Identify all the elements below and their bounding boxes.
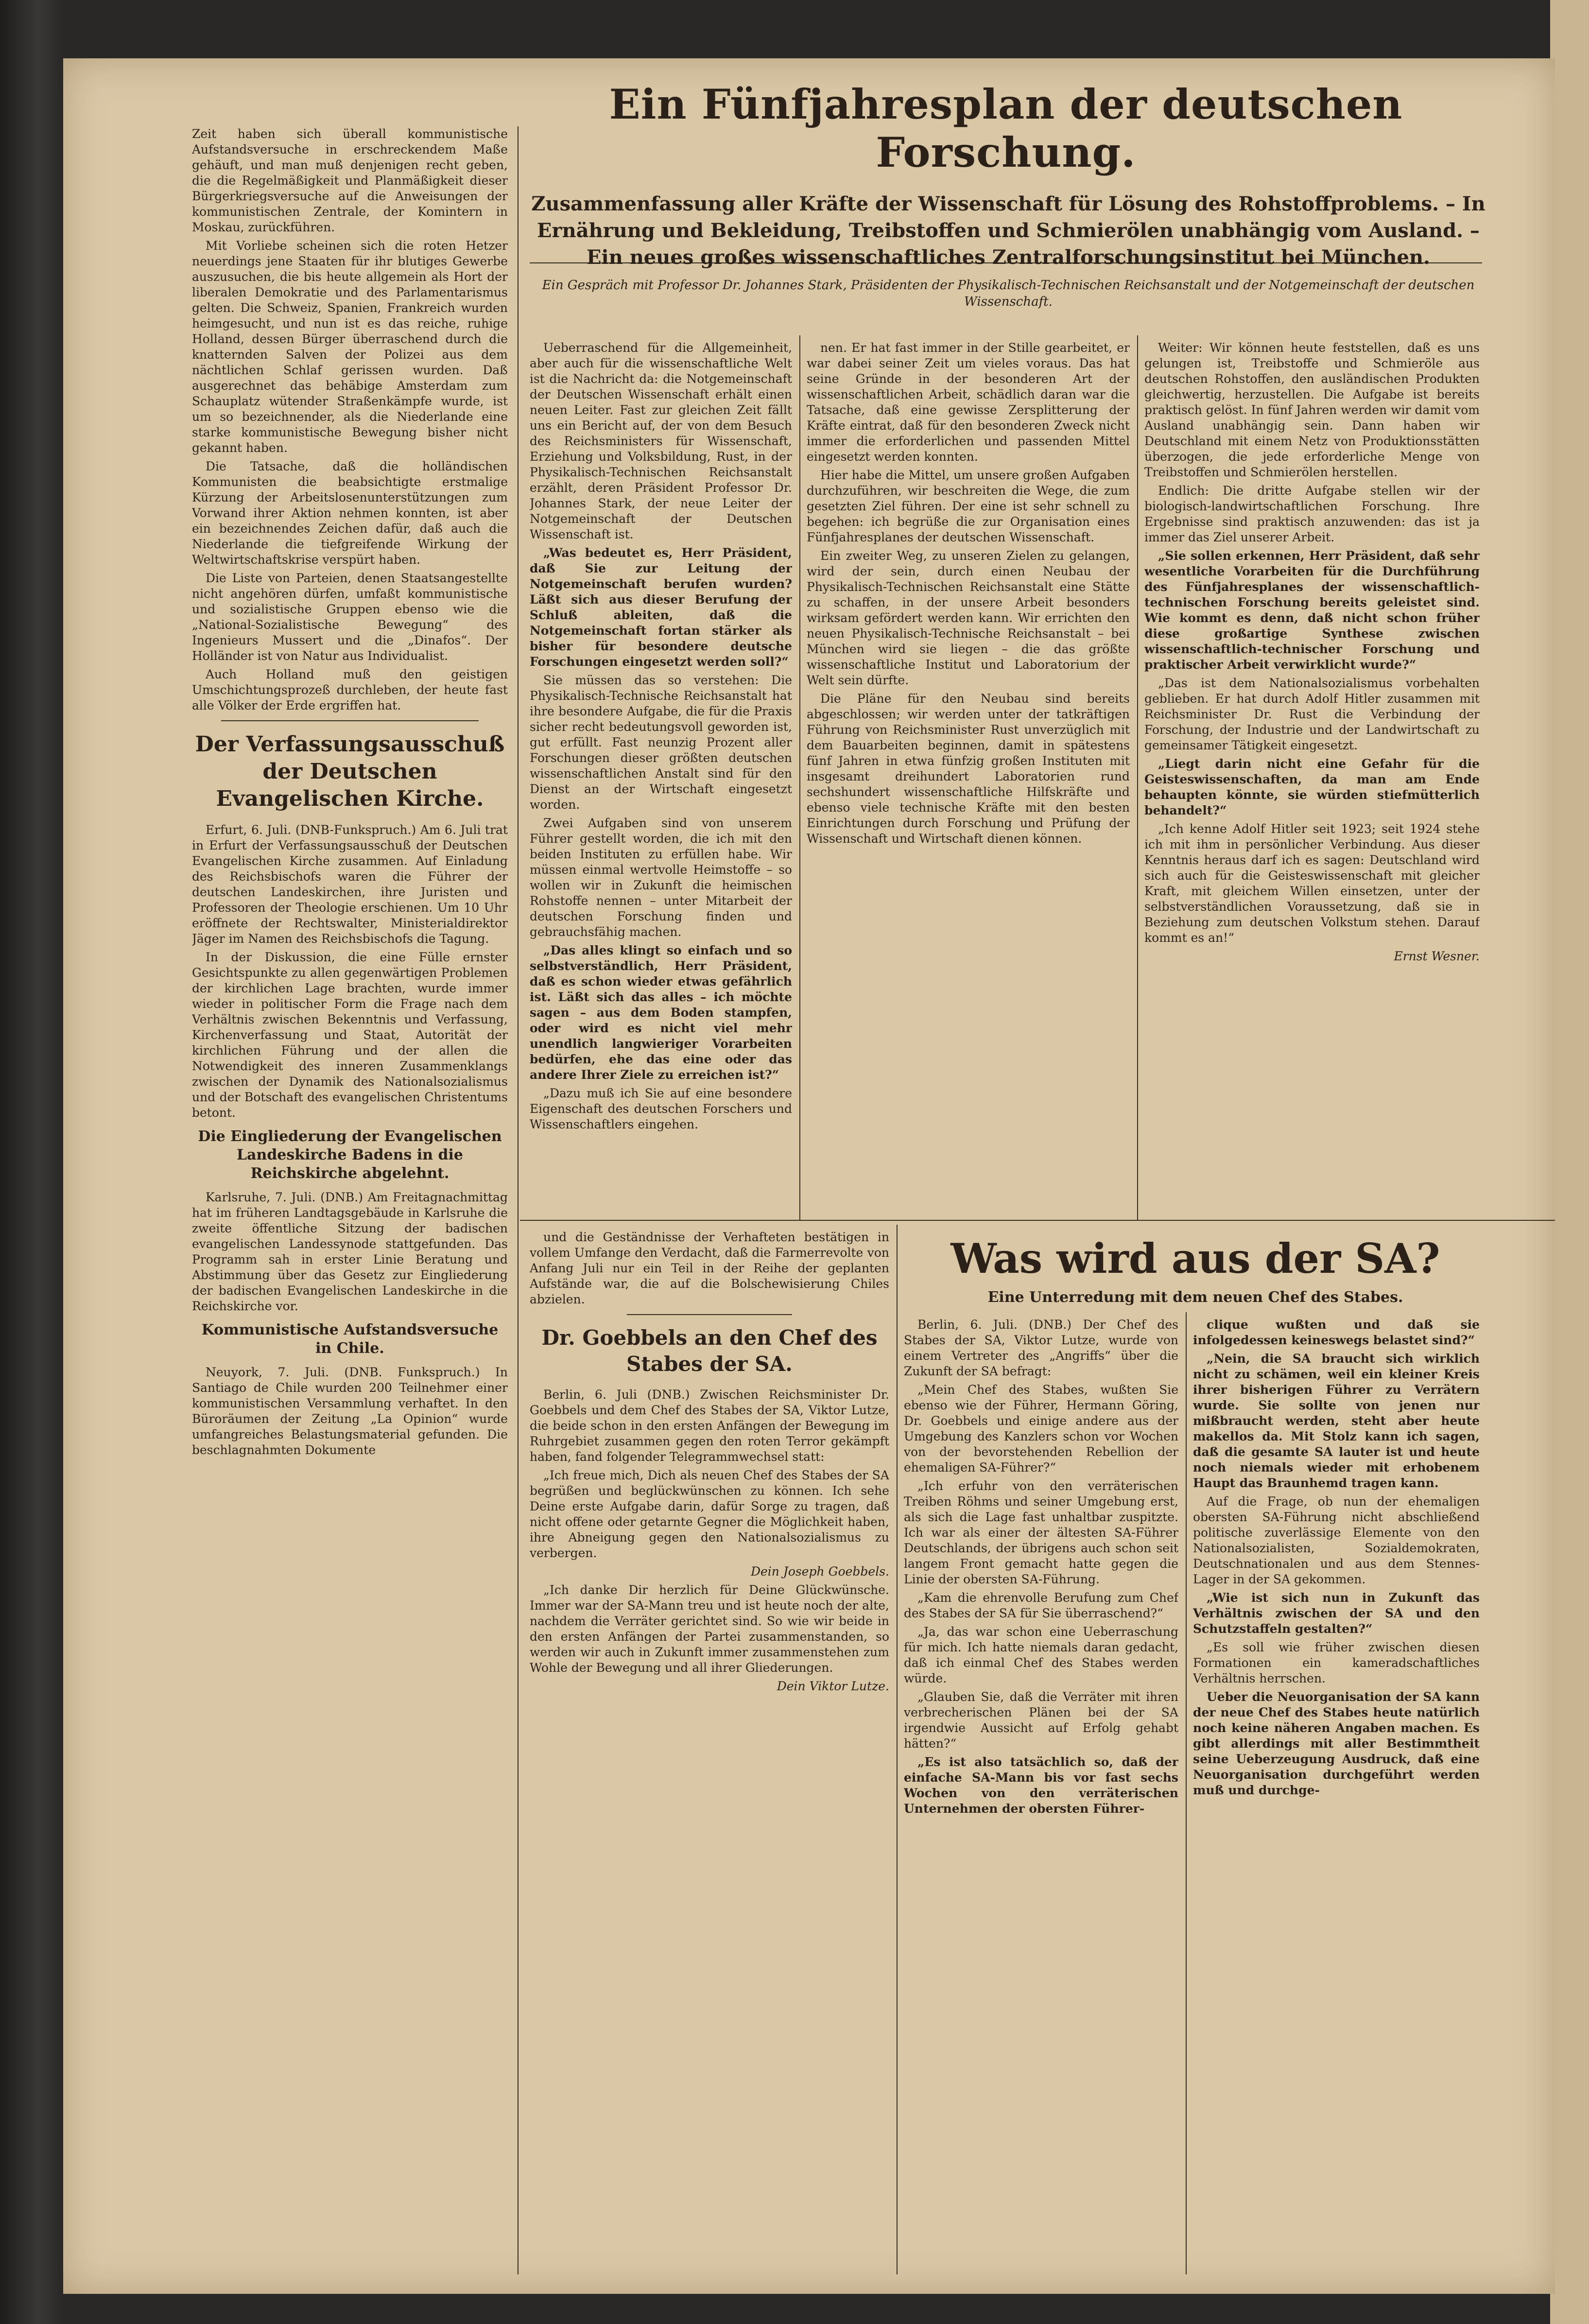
interview-question: „Es ist also tatsächlich so, daß der einfache SA-Mann bis vor fast sechs Wochen von den verräterischen Unternehmen der obersten Führer- bbox=[904, 1755, 1178, 1816]
article-paragraph: und die Geständnisse der Verhafteten bestätigen in vollem Umfange den Verdacht, daß die Farmerrevolte von Anfang Juli nur ein Teil in der Reihe der geplanten Aufstände war, die auf die Bolschewisierung Chiles abzielen. bbox=[530, 1230, 889, 1306]
signature: Dein Joseph Goebbels. bbox=[750, 1564, 889, 1578]
article-paragraph: „Dazu muß ich Sie auf eine besondere Eigenschaft des deutschen Forschers und Wissenschaftlers eingehen. bbox=[530, 1086, 792, 1131]
article-paragraph: „Glauben Sie, daß die Verräter mit ihren verbrecherischen Plänen bei der SA irgendwie Aussicht auf Erfolg gehabt hätten?“ bbox=[904, 1690, 1178, 1751]
signature: Dein Viktor Lutze. bbox=[777, 1679, 889, 1693]
goebbels-column bbox=[530, 1230, 889, 2274]
article-paragraph: Ueberraschend für die Allgemeinheit, aber auch für die wissenschaftliche Welt ist die Nachricht da: die Notgemeinschaft der Deutschen Wissenschaft erhält einen neuen Leiter. Fast zur gleichen Zeit fällt uns ein Bericht auf, der von dem Besuch des Reichsministers für Wissenschaft, Erziehung und Volksbildung, Rust, in der Physikalisch-Technischen Reichsanstalt erzählt, deren Präsident Professor Dr. Johannes Stark, der neue Leiter der Notgemeinschaft der Deutschen Wissenschaft ist. bbox=[530, 341, 792, 541]
section-title: Die Eingliederung der Evangelischen Landeskirche Badens in die Reichskirche abgelehnt. bbox=[198, 1128, 502, 1182]
article-paragraph: „Ich erfuhr von den verräterischen Treiben Röhms und seiner Umgebung erst, als sich die Lage fast unhaltbar zuspitzte. Ich war als einer der ältesten SA-Führer Deutschlands, der übrigens auch schon seit langem Front gemacht hatte gegen die Linie der obersten SA-Führung. bbox=[904, 1479, 1178, 1586]
article-paragraph: „Nein, die SA braucht sich wirklich nicht zu schämen, weil ein kleiner Kreis ihrer bisherigen Führer zu Verrätern wurde. Sie sollte von jenen nur mißbraucht werden, steht aber heute makellos da. Mit Stolz kann ich sagen, daß die gesamte SA lauter ist und heute noch niemals wieder mit erhobenem Haupt das Braunhemd tragen kann. bbox=[1193, 1352, 1480, 1490]
interview-question: „Sie sollen erkennen, Herr Präsident, daß sehr wesentliche Vorarbeiten für die Durchführung des Fünfjahresplanes der wissenschaftlich-technischen Forschung bereits geleistet sind. Wie kommt es denn, daß nicht schon früher diese großartige Synthese zwischen wissenschaftlich-technischer Forschung und praktischer Arbeit verwirklicht wurde?“ bbox=[1144, 549, 1480, 672]
interview-question: clique wußten und daß sie infolgedessen keineswegs belastet sind?“ bbox=[1193, 1318, 1480, 1347]
sa-headline: Was wird aus der SA? bbox=[950, 1234, 1440, 1283]
section-title: Dr. Goebbels an den Chef des Stabes der SA. bbox=[541, 1326, 878, 1376]
sa-column-1 bbox=[904, 1317, 1178, 2274]
article-paragraph: Zwei Aufgaben sind von unserem Führer gestellt worden, die ich mit den beiden Instituten zu erfüllen habe. Wir müssen einmal wertvolle Heimstoffe – so wollen wir in Zukunft die heimischen Rohstoffe nennen – unter Mitarbeit der deutschen Forschung finden und gebrauchsfähig machen. bbox=[530, 816, 792, 939]
article-paragraph: nen. Er hat fast immer in der Stille gearbeitet, er war dabei seiner Zeit um vieles voraus. Das hat seine Gründe in der besonderen Art der wissenschaftlichen Arbeit, schädlich daran war die Tatsache, daß eine gewisse Zersplitterung der Kräfte eintrat, daß für den besonderen Zweck nicht immer die erforderlichen und passenden Mittel eingesetzt werden konnten. bbox=[807, 341, 1130, 464]
article-paragraph: „Ja, das war schon eine Ueberraschung für mich. Ich hatte niemals daran gedacht, daß ich einmal Chef des Stabes werden würde. bbox=[904, 1625, 1178, 1685]
book-binding bbox=[0, 0, 63, 2324]
author-signature: Ernst Wesner. bbox=[1394, 949, 1480, 963]
article-paragraph: „Ich danke Dir herzlich für Deine Glückwünsche. Immer war der SA-Mann treu und ist heute noch der alte, nachdem die Verräter gerichtet sind. So wie wir beide in den ersten Anfängen der Partei zusammenstanden, so werden wir auch in Zukunft immer zusammenstehen zum Wohle der Bewegung und all ihrer Gliederungen. bbox=[530, 1583, 889, 1675]
article-paragraph: Die Tatsache, daß die holländischen Kommunisten die beabsichtigte erstmalige Kürzung der Arbeitslosenunterstützungen zum Vorwand ihrer Aktion nehmen konnten, ist aber ein bezeichnendes Zeichen dafür, daß auch die Niederlande die tiefgreifende Wirkung der Weltwirtschaftskrise verspürt haben. bbox=[192, 459, 508, 567]
sa-subtitle: Eine Unterredung mit dem neuen Chef des Stabes. bbox=[987, 1289, 1403, 1306]
article-paragraph: „Ich kenne Adolf Hitler seit 1923; seit 1924 stehe ich mit ihm in persönlicher Verbindung. Aus dieser Kenntnis heraus darf ich es sagen: Deutschland wird sich auch für die Geisteswissenschaft mit gleicher Kraft, mit gleichem Willen einsetzen, unter der selbstverständlichen Voraussetzung, daß sie in Beziehung zum deutschen Volkstum stehen. Darauf kommt es an!“ bbox=[1144, 822, 1480, 945]
article-paragraph: „Das ist dem Nationalsozialismus vorbehalten geblieben. Er hat durch Adolf Hitler zusammen mit Reichsminister Dr. Rust die Verbindung der Forschung, der Industrie und der Landwirtschaft zu gemeinsamer Tätigkeit eingesetzt. bbox=[1144, 676, 1480, 752]
article-paragraph: Die Liste von Parteien, denen Staatsangestellte nicht angehören dürfen, umfaßt kommunistische und sozialistische Gruppen ebenso wie die „National-Sozialistische Bewegung“ des Ingenieurs Mussert und die „Dinafos“. Der Holländer ist von Natur aus Individualist. bbox=[192, 571, 508, 663]
article-paragraph: Auch Holland muß den geistigen Umschichtungsprozeß durchleben, der heute fast alle Völker der Erde ergriffen hat. bbox=[192, 667, 508, 712]
article-paragraph: Mit Vorliebe scheinen sich die roten Hetzer neuerdings jene Staaten für ihr blutiges Gewerbe auszusuchen, die bis heute allgemein als Hort der liberalen Demokratie und des Parlamentarismus gelten. Die Schweiz, Spanien, Frankreich wurden heimgesucht, und nun ist es das reiche, ruhige Holland, dessen Bürger überraschend durch die knatternden Salven der Polizei aus dem nächtlichen Schlaf gerissen wurden. Daß ausgerechnet das behäbige Amsterdam zum Schauplatz wütender Straßenkämpfe wurde, ist um so bezeichnender, als die Niederlande eine starke kommunistische Bewegung bisher nicht gekannt haben. bbox=[192, 239, 508, 455]
divider bbox=[221, 720, 479, 721]
main-article-column-3 bbox=[1144, 340, 1480, 1215]
section-rule bbox=[520, 1220, 1555, 1221]
column-rule bbox=[897, 1225, 898, 2274]
headline-deck-line: Zusammenfassung aller Kräfte der Wissenschaft für Lösung des Rohstoffproblems. – In bbox=[531, 192, 1485, 215]
column-rule bbox=[799, 335, 800, 1220]
column-rule bbox=[1137, 335, 1138, 1220]
headline-deck-line: Ernährung und Bekleidung, Treibstoffen und Schmierölen unabhängig vom Ausland. – bbox=[537, 219, 1480, 242]
article-paragraph: Weiter: Wir können heute feststellen, daß es uns gelungen ist, Treibstoffe und Schmieröle aus deutschen Rohstoffen, den ausländischen Produkten gleichwertig, herzustellen. Die Aufgabe ist bereits praktisch gelöst. In fünf Jahren werden wir damit vom Ausland unabhängig sein. Dann haben wir Deutschland mit einem Netz von Produktionsstätten überzogen, die jede erforderliche Menge von Treibstoffen und Schmierölen herstellen. bbox=[1144, 341, 1480, 479]
article-paragraph: Berlin, 6. Juli (DNB.) Zwischen Reichsminister Dr. Goebbels und dem Chef des Stabes der SA, Viktor Lutze, die beide schon in den ersten Anfängen der Bewegung im Ruhrgebiet zusammen gegen den roten Terror gekämpft haben, fand folgender Telegrammwechsel statt: bbox=[530, 1387, 889, 1464]
article-paragraph: Erfurt, 6. Juli. (DNB-Funkspruch.) Am 6. Juli trat in Erfurt der Verfassungsausschuß der Deutschen Evangelischen Kirche zusammen. Auf Einladung des Reichsbischofs waren die Führer der deutschen Landeskirchen, ihre Juristen und Professoren der Theologie erschienen. Um 10 Uhr eröffnete der Rechtswalter, Ministerialdirektor Jäger im Namen des Reichsbischofs die Tagung. bbox=[192, 823, 508, 946]
article-paragraph: „Es soll wie früher zwischen diesen Formationen ein kameradschaftliches Verhältnis herrschen. bbox=[1193, 1640, 1480, 1685]
section-title: Der Verfassungsausschuß der Deutschen Evangelischen Kirche. bbox=[195, 732, 505, 811]
article-paragraph: Die Pläne für den Neubau sind bereits abgeschlossen; wir werden unter der tatkräftigen Führung von Reichsminister Rust unverzüglich mit dem Bauarbeiten beginnen, damit in spätestens fünf Jahren in etwa fünfzig großen Instituten mit insgesamt dreihundert Laboratorien rund sechshundert wissenschaftliche Hilfskräfte und ebenso viele technische Kräfte mit den besten Einrichtungen durch Forschung und Prüfung der Wissenschaft und Wirtschaft dienen können. bbox=[807, 692, 1130, 846]
interview-question: „Wie ist sich nun in Zukunft das Verhältnis zwischen der SA und den Schutzstaffeln gestalten?“ bbox=[1193, 1591, 1480, 1636]
column-rule bbox=[1186, 1312, 1187, 2274]
interview-question: „Was bedeutet es, Herr Präsident, daß Sie zur Leitung der Notgemeinschaft berufen wurden? Läßt sich aus dieser Berufung der Schluß ableiten, daß die Notgemeinschaft fortan stärker als bisher für besondere deutsche Forschungen eingesetzt werden soll?“ bbox=[530, 546, 792, 669]
article-paragraph: „Mein Chef des Stabes, wußten Sie ebenso wie der Führer, Hermann Göring, Dr. Goebbels und einige andere aus der Umgebung des Kanzlers schon vor Wochen von der bevorstehenden Rebellion der ehemaligen SA-Führer?“ bbox=[904, 1383, 1178, 1474]
article-paragraph: Ueber die Neuorganisation der SA kann der neue Chef des Stabes heute natürlich noch keine näheren Angaben machen. Es gibt allerdings mit aller Bestimmtheit seine Ueberzeugung Ausdruck, daß eine Neuorganisation durchgeführt werden muß und durchge- bbox=[1193, 1690, 1480, 1797]
article-paragraph: Zeit haben sich überall kommunistische Aufstandsversuche in erschreckendem Maße gehäuft, und man muß denjenigen recht geben, die die Regelmäßigkeit und Planmäßigkeit dieser Bürgerkriegsversuche auf die Anweisungen der kommunistischen Zentrale, der Komintern in Moskau, zurückführen. bbox=[192, 127, 508, 234]
article-paragraph: Sie müssen das so verstehen: Die Physikalisch-Technische Reichsanstalt hat ihre besondere Aufgabe, die für die Praxis sicher recht bedeutungsvoll geworden ist, gut erfüllt. Fast neunzig Prozent aller Forschungen dieser größten deutschen wissenschaftlichen Anstalt sind für den Dienst an der Wirtschaft eingesetzt worden. bbox=[530, 673, 792, 812]
adjacent-page-edge bbox=[1550, 0, 1589, 2324]
main-article-column-2 bbox=[807, 340, 1130, 1215]
interview-question: „Liegt darin nicht eine Gefahr für die Geisteswissenschaften, da man am Ende behaupten könnte, sie würden stiefmütterlich behandelt?“ bbox=[1144, 757, 1480, 817]
interview-question: „Das alles klingt so einfach und so selbstverständlich, Herr Präsident, daß es schon wieder etwas gefährlich ist. Läßt sich das alles – ich möchte sagen – aus dem Boden stampfen, oder wird es nicht viel mehr unendlich langwieriger Vorarbeiten bedürfen, ehe das eine oder das andere Ihrer Ziele zu erreichen ist?“ bbox=[530, 943, 792, 1082]
article-paragraph: Karlsruhe, 7. Juli. (DNB.) Am Freitagnachmittag hat im früheren Landtagsgebäude in Karlsruhe die zweite öffentliche Sitzung der badischen evangelischen Landessynode stattgefunden. Das Programm sah in erster Linie Beratung und Abstimmung über das Gesetz zur Eingliederung der badischen Evangelischen Landeskirche in die Reichskirche vor. bbox=[192, 1190, 508, 1313]
article-paragraph: Endlich: Die dritte Aufgabe stellen wir der biologisch-landwirtschaftlichen Forschung. Ihre Ergebnisse sind praktisch anzuwenden: das ist ja immer das Ziel unserer Arbeit. bbox=[1144, 484, 1480, 544]
divider bbox=[627, 1314, 792, 1315]
article-paragraph: Hier habe die Mittel, um unsere großen Aufgaben durchzuführen, wir beschreiten die Wege, die zum gesetzten Ziel führen. Der eine ist sehr schnell zu begehen: ich begrüße die zur Organisation eines Fünfjahresplanes der deutschen Wissenschaft. bbox=[807, 468, 1130, 544]
article-paragraph: Ein zweiter Weg, zu unseren Zielen zu gelangen, wird der sein, durch einen Neubau der Physikalisch-Technischen Reichsanstalt eine Stätte zu schaffen, in der unsere Arbeit besonders wirksam gefördert werden kann. Wir errichten den neuen Physikalisch-Technische Reichsanstalt – bei München wird sie liegen – die das größte wissenschaftliche Institut und Laboratorium der Welt sein dürfte. bbox=[807, 549, 1130, 687]
left-column bbox=[192, 126, 508, 2274]
article-paragraph: Auf die Frage, ob nun der ehemaligen obersten SA-Führung nicht abschließend politische zuverlässige Elemente von den Nationalsozialisten, Sozialdemokraten, Deutschnationalen und aus dem Stennes-Lager in der SA gekommen. bbox=[1193, 1494, 1480, 1586]
section-title: Kommunistische Aufstandsversuche in Chile. bbox=[201, 1321, 499, 1357]
article-paragraph: Berlin, 6. Juli. (DNB.) Der Chef des Stabes der SA, Viktor Lutze, wurde von einem Vertreter des „Angriffs“ über die Zukunft der SA befragt: bbox=[904, 1318, 1178, 1378]
main-article-column-1 bbox=[530, 340, 792, 1215]
headline-deck-line: Ein neues großes wissenschaftliches Zentralforschungsinstitut bei München. bbox=[587, 246, 1430, 269]
byline: Ein Gespräch mit Professor Dr. Johannes Stark, Präsidenten der Physikalisch-Technischen Reichsanstalt und der Notgemeinschaft der deutschen Wissenschaft. bbox=[542, 278, 1475, 309]
article-paragraph: In der Diskussion, die eine Fülle ernster Gesichtspunkte zu allen gegenwärtigen Problemen der kirchlichen Lage brachten, wurde immer wieder in politischer Form die Frage nach dem Verhältnis zwischen Bekenntnis und Verfassung, Kirchenverfassung und Staat, Autorität der kirchlichen Führung und der allen die Notwendigkeit des inneren Zusammenklangs zwischen der Dynamik des Nationalsozialismus und der Botschaft des evangelischen Christentums betont. bbox=[192, 950, 508, 1120]
sa-column-2 bbox=[1193, 1317, 1480, 2274]
article-paragraph: „Kam die ehrenvolle Berufung zum Chef des Stabes der SA für Sie überraschend?“ bbox=[904, 1591, 1178, 1620]
article-paragraph: „Ich freue mich, Dich als neuen Chef des Stabes der SA begrüßen und beglückwünschen zu können. Ich sehe Deine erste Aufgabe darin, dafür Sorge zu tragen, daß nicht offene oder getarnte Gegner die Möglichkeit haben, ihre Abneigung gegen den Nationalsozialismus zu verbergen. bbox=[530, 1468, 889, 1560]
article-paragraph: Neuyork, 7. Juli. (DNB. Funkspruch.) In Santiago de Chile wurden 200 Teilnehmer einer kommunistischen Versammlung verhaftet. In den Büroräumen der Zeitung „La Opinion“ wurde umfangreiches Belastungsmaterial gefunden. Die beschlagnahmten Dokumente bbox=[192, 1365, 508, 1457]
main-headline: Ein Fünfjahresplan der deutschen Forschung. bbox=[609, 80, 1403, 176]
